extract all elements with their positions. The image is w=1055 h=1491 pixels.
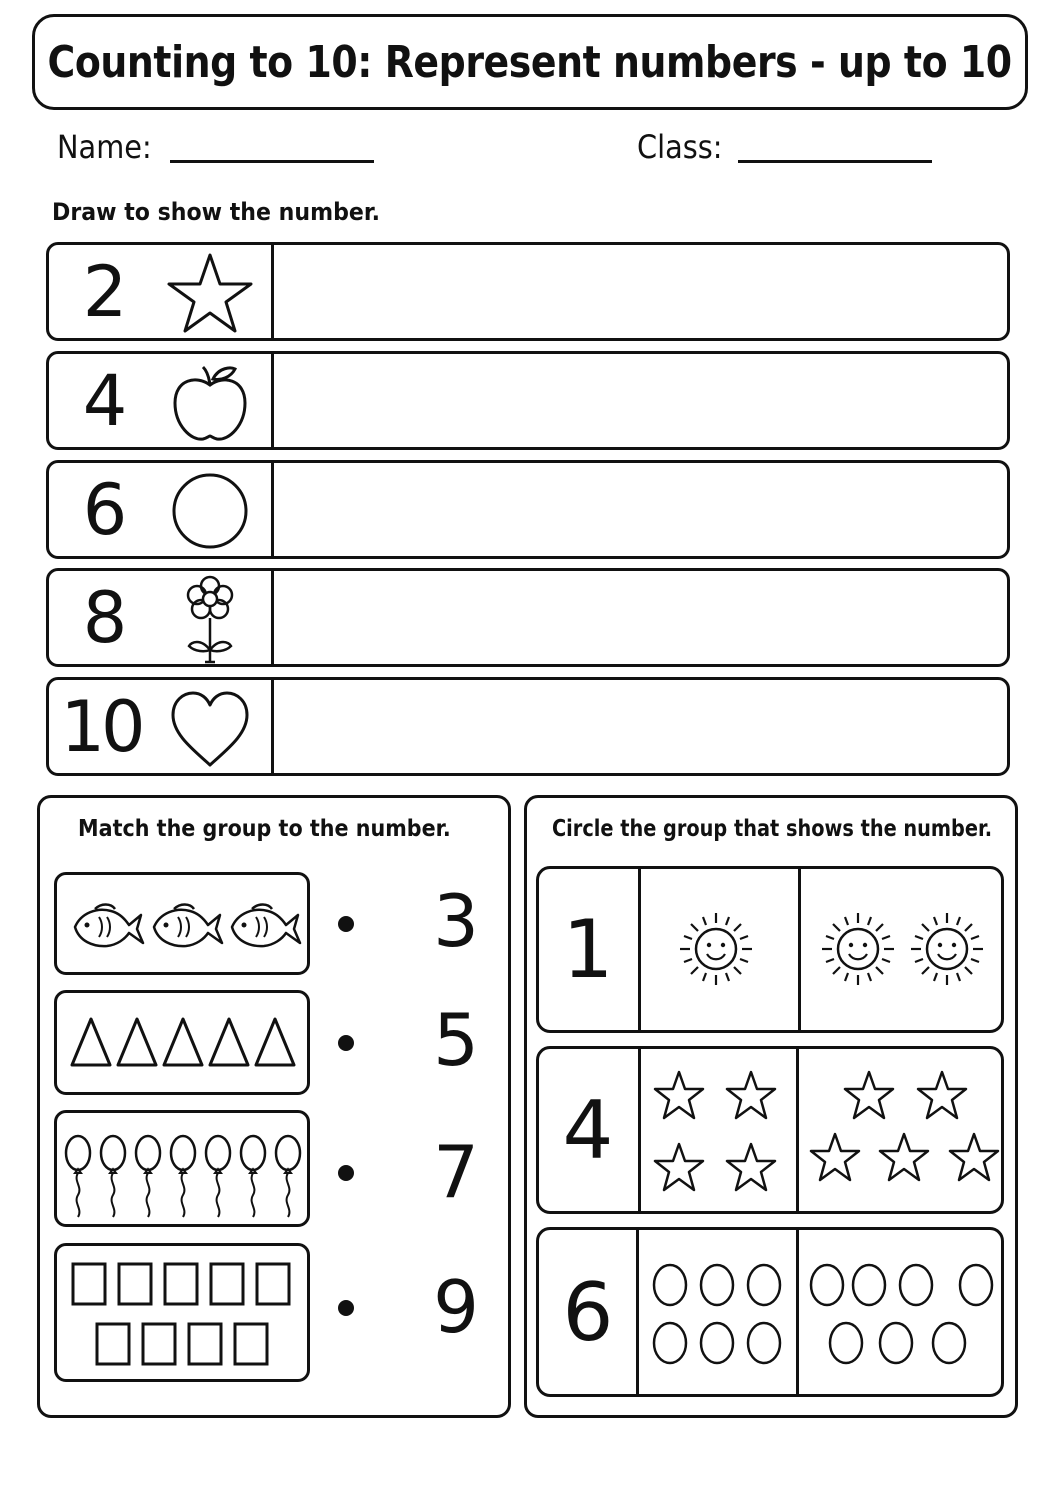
- draw-number: 10: [60, 685, 142, 768]
- circle-icon: [165, 470, 255, 550]
- triangle-group: [57, 993, 307, 1092]
- sun-icon: [822, 913, 894, 985]
- option-six-ovals[interactable]: [639, 1230, 796, 1394]
- fish-icon: [154, 905, 222, 947]
- circle-row: [536, 1046, 1004, 1214]
- oval-icon: [654, 1265, 686, 1305]
- square-icon: [257, 1264, 289, 1304]
- star-icon: [655, 1072, 703, 1118]
- oval-icon: [933, 1323, 965, 1363]
- circle-number: 4: [562, 1083, 614, 1177]
- square-icon: [189, 1324, 221, 1364]
- match-group-triangles[interactable]: [54, 990, 310, 1095]
- draw-area[interactable]: [275, 354, 1007, 447]
- oval-icon: [900, 1265, 932, 1305]
- match-group-balloons[interactable]: [54, 1110, 310, 1227]
- oval-icon: [748, 1323, 780, 1363]
- match-group-squares[interactable]: [54, 1243, 310, 1382]
- match-dot[interactable]: [338, 1165, 354, 1181]
- option-two-suns[interactable]: [801, 869, 1001, 1030]
- oval-icon: [701, 1323, 733, 1363]
- square-icon: [119, 1264, 151, 1304]
- circle-row: [536, 1227, 1004, 1397]
- oval-icon: [880, 1323, 912, 1363]
- square-icon: [235, 1324, 267, 1364]
- match-number[interactable]: 5: [433, 998, 479, 1082]
- draw-area[interactable]: [275, 245, 1007, 338]
- star-icon: [918, 1072, 966, 1118]
- draw-instruction: Draw to show the number.: [52, 198, 381, 226]
- oval-icon: [960, 1265, 992, 1305]
- draw-row: [46, 568, 1010, 667]
- star-icon: [727, 1072, 775, 1118]
- fish-group: [57, 875, 307, 972]
- square-icon: [97, 1324, 129, 1364]
- option-four-stars[interactable]: [641, 1049, 796, 1211]
- balloon-icon: [171, 1136, 195, 1217]
- star-icon: [165, 252, 255, 332]
- match-number[interactable]: 9: [433, 1265, 479, 1349]
- heart-icon: [165, 687, 255, 767]
- option-five-stars[interactable]: [799, 1049, 1001, 1211]
- draw-row: [46, 242, 1010, 341]
- balloon-icon: [66, 1136, 90, 1217]
- match-number[interactable]: 3: [433, 879, 479, 963]
- match-dot[interactable]: [338, 1035, 354, 1051]
- star-icon: [845, 1072, 893, 1118]
- triangle-icon: [256, 1019, 294, 1065]
- oval-icon: [811, 1265, 843, 1305]
- class-field[interactable]: [738, 160, 932, 163]
- circle-number: 6: [562, 1265, 614, 1359]
- square-group: [57, 1246, 307, 1379]
- balloon-group: [57, 1113, 307, 1224]
- apple-icon: [165, 361, 255, 441]
- balloon-icon: [101, 1136, 125, 1217]
- oval-icon: [830, 1323, 862, 1363]
- option-one-sun[interactable]: [641, 869, 798, 1030]
- triangle-icon: [164, 1019, 202, 1065]
- square-icon: [143, 1324, 175, 1364]
- option-seven-ovals[interactable]: [799, 1230, 1001, 1394]
- triangle-icon: [210, 1019, 248, 1065]
- sun-icon: [911, 913, 983, 985]
- draw-area[interactable]: [275, 680, 1007, 773]
- triangle-icon: [118, 1019, 156, 1065]
- circle-number: 1: [562, 903, 614, 996]
- draw-area[interactable]: [275, 463, 1007, 556]
- match-group-fish[interactable]: [54, 872, 310, 975]
- flower-icon: [165, 578, 255, 658]
- oval-icon: [654, 1323, 686, 1363]
- draw-number: 2: [82, 250, 124, 333]
- fish-icon: [232, 905, 300, 947]
- draw-area[interactable]: [275, 571, 1007, 664]
- row-divider: [271, 245, 274, 338]
- balloon-icon: [241, 1136, 265, 1217]
- fish-icon: [75, 905, 143, 947]
- draw-number: 8: [82, 576, 124, 659]
- circle-instruction: Circle the group that shows the number.: [552, 816, 993, 842]
- sun-icon: [680, 913, 752, 985]
- match-number[interactable]: 7: [433, 1130, 479, 1214]
- square-icon: [73, 1264, 105, 1304]
- oval-icon: [701, 1265, 733, 1305]
- oval-icon: [748, 1265, 780, 1305]
- row-divider: [271, 571, 274, 664]
- draw-row: [46, 677, 1010, 776]
- circle-row: [536, 866, 1004, 1033]
- class-label: Class:: [637, 128, 723, 166]
- match-dot[interactable]: [338, 916, 354, 932]
- match-instruction: Match the group to the number.: [78, 816, 451, 842]
- draw-row: [46, 351, 1010, 450]
- draw-number: 4: [82, 359, 124, 442]
- triangle-icon: [72, 1019, 110, 1065]
- balloon-icon: [276, 1136, 300, 1217]
- row-divider: [271, 463, 274, 556]
- row-divider: [271, 354, 274, 447]
- balloon-icon: [206, 1136, 230, 1217]
- row-divider: [271, 680, 274, 773]
- star-icon: [655, 1144, 703, 1190]
- draw-number: 6: [82, 468, 124, 551]
- star-icon: [811, 1134, 859, 1180]
- square-icon: [165, 1264, 197, 1304]
- oval-icon: [853, 1265, 885, 1305]
- match-dot[interactable]: [338, 1300, 354, 1316]
- star-icon: [950, 1134, 998, 1180]
- balloon-icon: [136, 1136, 160, 1217]
- worksheet-title-box: [32, 14, 1028, 110]
- name-label: Name:: [57, 128, 152, 166]
- star-icon: [727, 1144, 775, 1190]
- square-icon: [211, 1264, 243, 1304]
- worksheet-title: Counting to 10: Represent numbers - up to 10: [47, 36, 1013, 88]
- draw-row: [46, 460, 1010, 559]
- star-icon: [880, 1134, 928, 1180]
- name-field[interactable]: [170, 160, 374, 163]
